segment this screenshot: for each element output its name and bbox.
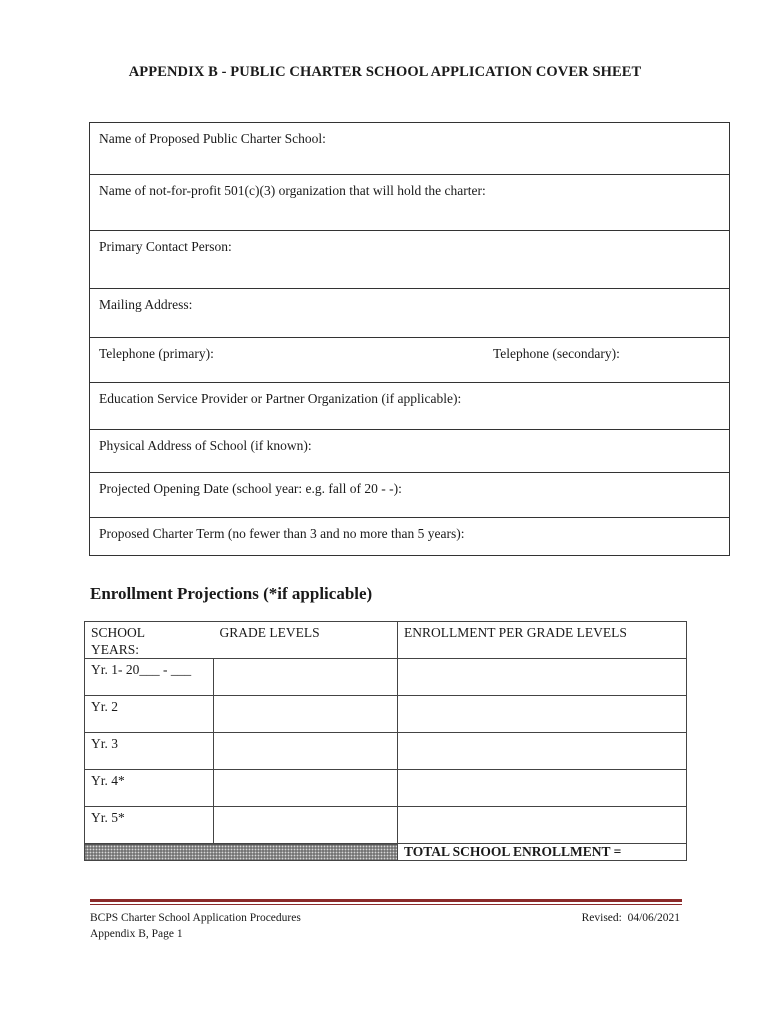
year-label: Yr. 1- 20___ - ___: [85, 659, 214, 696]
school-years-header-line2: YEARS:: [91, 642, 140, 657]
grade-levels-cell[interactable]: [214, 807, 398, 844]
telephone-row: [90, 338, 729, 383]
table-row: [85, 807, 687, 844]
table-row: [85, 659, 687, 696]
opening-date-label: Projected Opening Date (school year: e.g. fall of 20 - -):: [99, 481, 402, 496]
total-row: [85, 844, 687, 861]
enrollment-table: [84, 621, 687, 861]
cover-sheet-form: [89, 122, 730, 556]
telephone-primary-label[interactable]: Telephone (primary):: [99, 346, 214, 361]
school-name-field[interactable]: [90, 123, 729, 175]
footer-left: [90, 910, 301, 942]
footer-document-name: BCPS Charter School Application Procedures: [90, 912, 301, 924]
contact-person-field[interactable]: [90, 231, 729, 289]
charter-term-label: Proposed Charter Term (no fewer than 3 and no more than 5 years):: [99, 526, 465, 541]
opening-date-field[interactable]: [90, 473, 729, 518]
nonprofit-name-field[interactable]: [90, 175, 729, 231]
year-label: Yr. 3: [85, 733, 214, 770]
school-years-header-line1: SCHOOL: [91, 625, 146, 640]
esp-partner-field[interactable]: [90, 383, 729, 430]
hatched-shading: [85, 844, 398, 861]
school-name-label: Name of Proposed Public Charter School:: [99, 131, 326, 146]
enrollment-per-grade-header: ENROLLMENT PER GRADE LEVELS: [398, 622, 687, 659]
table-row: [85, 770, 687, 807]
footer-page-number: Appendix B, Page 1: [90, 928, 183, 940]
nonprofit-name-label: Name of not-for-profit 501(c)(3) organization that will hold the charter:: [99, 183, 486, 198]
charter-term-field[interactable]: [90, 518, 729, 557]
mailing-address-label: Mailing Address:: [99, 297, 193, 312]
table-row: [85, 733, 687, 770]
enrollment-cell[interactable]: [398, 807, 687, 844]
school-years-header: [85, 622, 214, 659]
enrollment-cell[interactable]: [398, 733, 687, 770]
total-enrollment-label[interactable]: TOTAL SCHOOL ENROLLMENT =: [398, 844, 687, 861]
physical-address-field[interactable]: [90, 430, 729, 473]
grade-levels-cell[interactable]: [214, 770, 398, 807]
footer-revised-date: Revised: 04/06/2021: [581, 912, 680, 924]
grade-levels-cell[interactable]: [214, 733, 398, 770]
grade-levels-cell[interactable]: [214, 696, 398, 733]
mailing-address-field[interactable]: [90, 289, 729, 338]
year-label: Yr. 4*: [85, 770, 214, 807]
year-label: Yr. 5*: [85, 807, 214, 844]
contact-person-label: Primary Contact Person:: [99, 239, 232, 254]
enrollment-cell[interactable]: [398, 770, 687, 807]
enrollment-cell[interactable]: [398, 659, 687, 696]
page-title: APPENDIX B - PUBLIC CHARTER SCHOOL APPLICATION COVER SHEET: [128, 64, 642, 80]
year-label: Yr. 2: [85, 696, 214, 733]
footer-rule-thick: [90, 899, 682, 902]
physical-address-label: Physical Address of School (if known):: [99, 438, 312, 453]
telephone-secondary-label[interactable]: Telephone (secondary):: [493, 346, 620, 361]
enrollment-cell[interactable]: [398, 696, 687, 733]
table-row: [85, 696, 687, 733]
enrollment-heading: Enrollment Projections (*if applicable): [90, 584, 373, 603]
footer-rule-thin: [90, 904, 682, 905]
esp-partner-label: Education Service Provider or Partner Organization (if applicable):: [99, 391, 462, 406]
table-header-row: [85, 622, 687, 659]
grade-levels-cell[interactable]: [214, 659, 398, 696]
grade-levels-header: GRADE LEVELS: [214, 622, 398, 659]
